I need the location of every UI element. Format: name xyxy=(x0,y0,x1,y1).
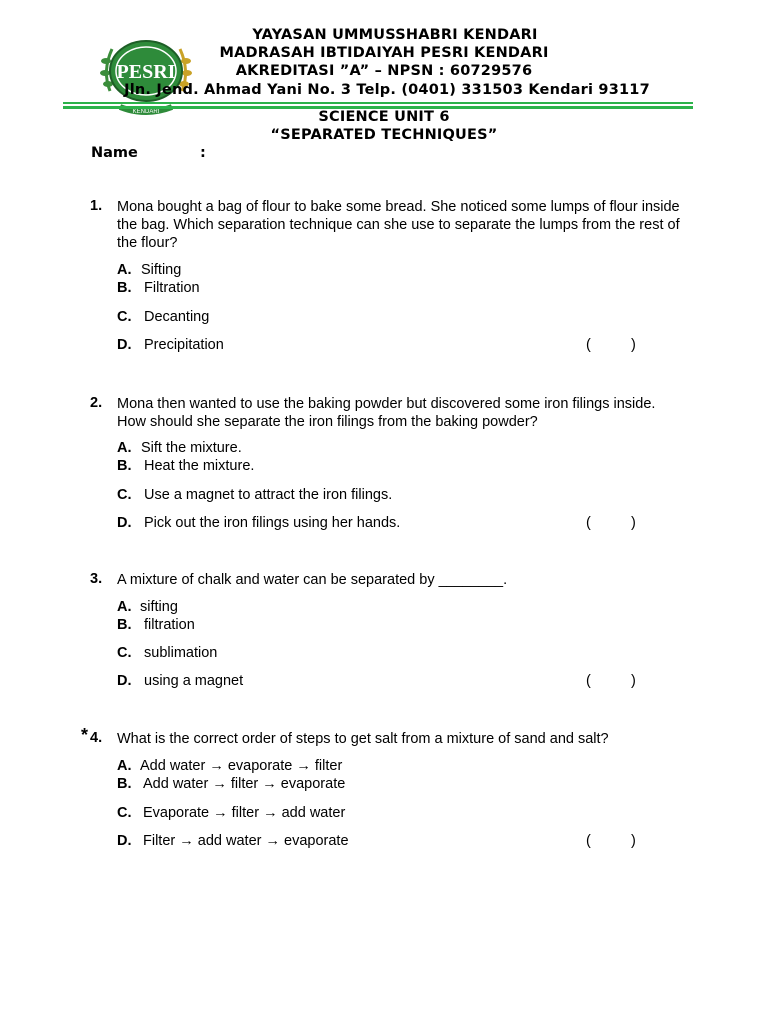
q1-option-b-text[interactable]: Filtration xyxy=(144,280,200,296)
q1-answer-close: ) xyxy=(631,337,636,353)
q1-option-c-text[interactable]: Decanting xyxy=(144,309,210,325)
q2-option-b-text[interactable]: Heat the mixture. xyxy=(144,458,255,474)
q4-answer-open: ( xyxy=(586,833,591,849)
q3-option-a-text[interactable]: sifting xyxy=(140,599,178,615)
q2-answer-close: ) xyxy=(631,515,636,531)
q1-option-b-letter: B. xyxy=(117,280,132,296)
q2-option-a-letter: A. xyxy=(117,440,132,456)
school-name: MADRASAH IBTIDAIYAH PESRI KENDARI xyxy=(219,45,549,61)
question-1-number: 1. xyxy=(90,198,103,214)
q3-answer-close: ) xyxy=(631,673,636,689)
q3-answer-open: ( xyxy=(586,673,591,689)
question-4-number: 4. xyxy=(90,730,103,746)
q4-option-b-letter: B. xyxy=(117,776,132,792)
q1-option-a-text[interactable]: Sifting xyxy=(141,262,182,278)
q3-option-a-letter: A. xyxy=(117,599,132,615)
q1-answer-open: ( xyxy=(586,337,591,353)
name-colon: : xyxy=(200,145,206,161)
q4-option-b-text[interactable]: Add water → filter → evaporate xyxy=(143,776,346,792)
accreditation-line: AKREDITASI ”A” – NPSN : 60729576 xyxy=(235,63,533,79)
q4-option-d-text[interactable]: Filter → add water → evaporate xyxy=(143,833,349,849)
question-2-number: 2. xyxy=(90,395,103,411)
q3-option-b-text[interactable]: filtration xyxy=(144,617,195,633)
q4-option-d-letter: D. xyxy=(117,833,132,849)
q2-answer-open: ( xyxy=(586,515,591,531)
q4-option-c-letter: C. xyxy=(117,805,132,821)
q1-option-d-text[interactable]: Precipitation xyxy=(144,337,224,353)
q4-option-a-text[interactable]: Add water → evaporate → filter xyxy=(140,758,343,774)
q4-answer-close: ) xyxy=(631,833,636,849)
q2-option-c-text[interactable]: Use a magnet to attract the iron filings. xyxy=(144,487,393,503)
name-label: Name xyxy=(91,145,138,161)
q1-option-a-letter: A. xyxy=(117,262,132,278)
q4-option-c-text[interactable]: Evaporate → filter → add water xyxy=(143,805,346,821)
q2-option-c-letter: C. xyxy=(117,487,132,503)
foundation-name: YAYASAN UMMUSSHABRI KENDARI xyxy=(252,27,538,43)
question-1-text: Mona bought a bag of flour to bake some bread. She noticed some lumps of flour inside the bag. Which separation technique can she use to separate the lumps from the rest of the flour? xyxy=(117,199,680,251)
logo-text: PESRI xyxy=(116,61,176,83)
q1-option-c-letter: C. xyxy=(117,309,132,325)
logo-subtext: KENDARI xyxy=(132,109,160,115)
question-4-star: * xyxy=(81,725,89,745)
address-line: Jln. Jend. Ahmad Yani No. 3 Telp. (0401) 331503 Kendari 93117 xyxy=(124,82,650,98)
q3-option-d-letter: D. xyxy=(117,673,132,689)
q2-option-a-text[interactable]: Sift the mixture. xyxy=(141,440,242,456)
q2-option-d-text[interactable]: Pick out the iron filings using her hands. xyxy=(144,515,401,531)
q1-option-d-letter: D. xyxy=(117,337,132,353)
question-3-text: A mixture of chalk and water can be separated by ________. xyxy=(117,572,508,588)
q3-option-b-letter: B. xyxy=(117,617,132,633)
header-divider-top xyxy=(63,102,693,104)
q3-option-c-text[interactable]: sublimation xyxy=(144,645,218,661)
q4-option-a-letter: A. xyxy=(117,758,132,774)
q2-option-d-letter: D. xyxy=(117,515,132,531)
topic-title: “SEPARATED TECHNIQUES” xyxy=(270,127,498,143)
question-4-text: What is the correct order of steps to get salt from a mixture of sand and salt? xyxy=(117,731,609,747)
unit-title: SCIENCE UNIT 6 xyxy=(318,109,450,125)
q2-option-b-letter: B. xyxy=(117,458,132,474)
question-2-text: Mona then wanted to use the baking powder but discovered some iron filings inside. How should she separate the iron filings from the baking powder? xyxy=(117,396,656,430)
question-3-number: 3. xyxy=(90,571,103,587)
q3-option-d-text[interactable]: using a magnet xyxy=(144,673,244,689)
q3-option-c-letter: C. xyxy=(117,645,132,661)
